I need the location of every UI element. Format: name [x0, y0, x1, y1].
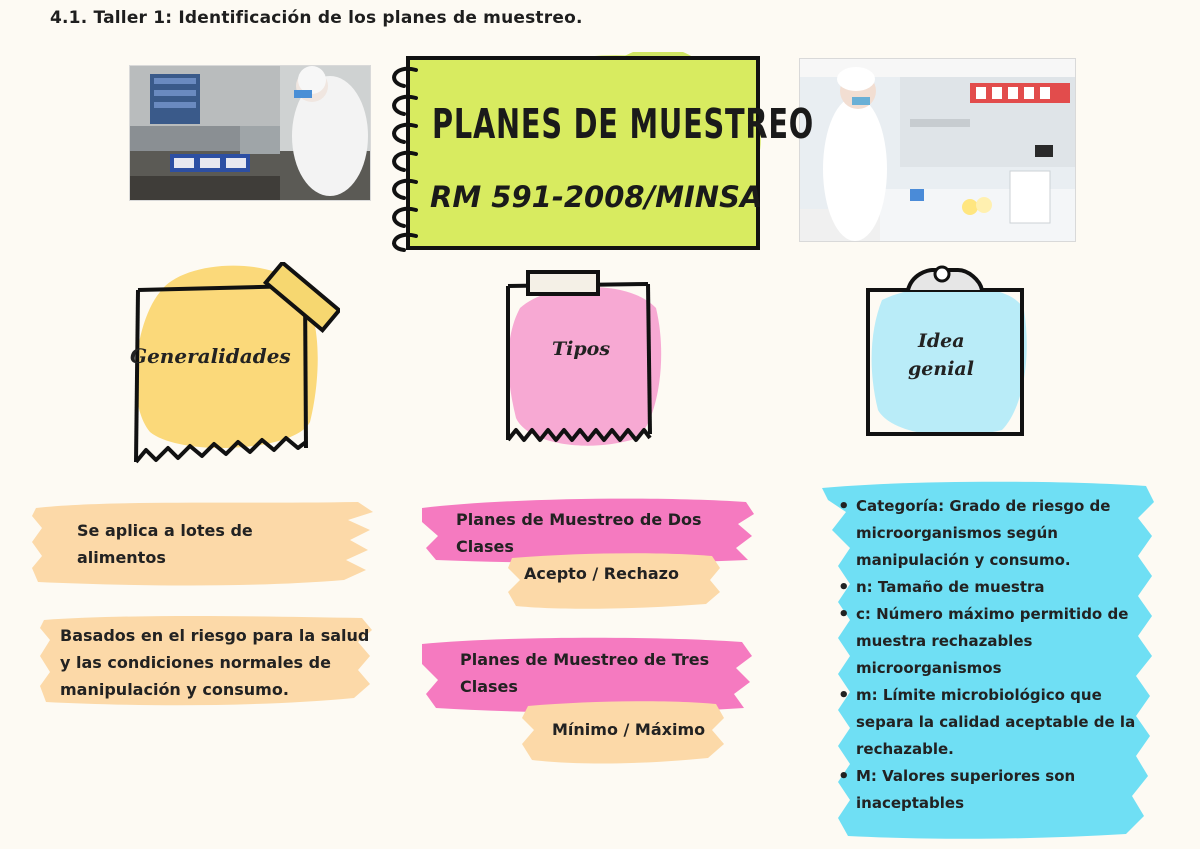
idea-label-line1: Idea: [918, 330, 965, 352]
tipos-label: Tipos: [552, 338, 611, 360]
idea-bullet-list: [838, 493, 1138, 817]
generalidades-item-1: Se aplica a lotes de alimentos: [77, 521, 253, 567]
generalidades-item-2: Basados en el riesgo para la salud y las condiciones normales de manipulación y consumo.: [60, 626, 370, 699]
generalidades-label: Generalidades: [130, 344, 291, 368]
dos-clases-title: Planes de Muestreo de Dos Clases: [456, 510, 702, 556]
notebook-graphic: [376, 52, 762, 256]
bullet-categoria: • Categoría: Grado de riesgo de microorganismos según manipulación y consumo.: [838, 493, 1138, 574]
bullet-m-lower: • m: Límite microbiológico que separa la calidad aceptable de la rechazable.: [838, 682, 1138, 763]
header-title: PLANES DE MUESTREO: [432, 100, 815, 148]
sticky-note-pink: [498, 268, 668, 458]
page-title: 4.1. Taller 1: Identificación de los planes de muestreo.: [50, 8, 583, 28]
tres-clases-result: Mínimo / Máximo: [552, 720, 706, 739]
bullet-m-upper: • M: Valores superiores son inaceptables: [838, 763, 1138, 817]
dos-clases-result: Acepto / Rechazo: [524, 564, 679, 583]
lab-photo-left: [130, 66, 370, 200]
lab-photo-right: [800, 59, 1075, 241]
bullet-c: • c: Número máximo permitido de muestra rechazables microorganismos: [838, 601, 1138, 682]
sticky-note-yellow: [120, 262, 340, 477]
bullet-n: • n: Tamaño de muestra: [838, 574, 1138, 601]
header-subtitle: RM 591-2008/MINSA: [430, 180, 763, 214]
tres-clases-title: Planes de Muestreo de Tres Clases: [460, 650, 710, 696]
idea-label-line2: genial: [908, 358, 974, 380]
